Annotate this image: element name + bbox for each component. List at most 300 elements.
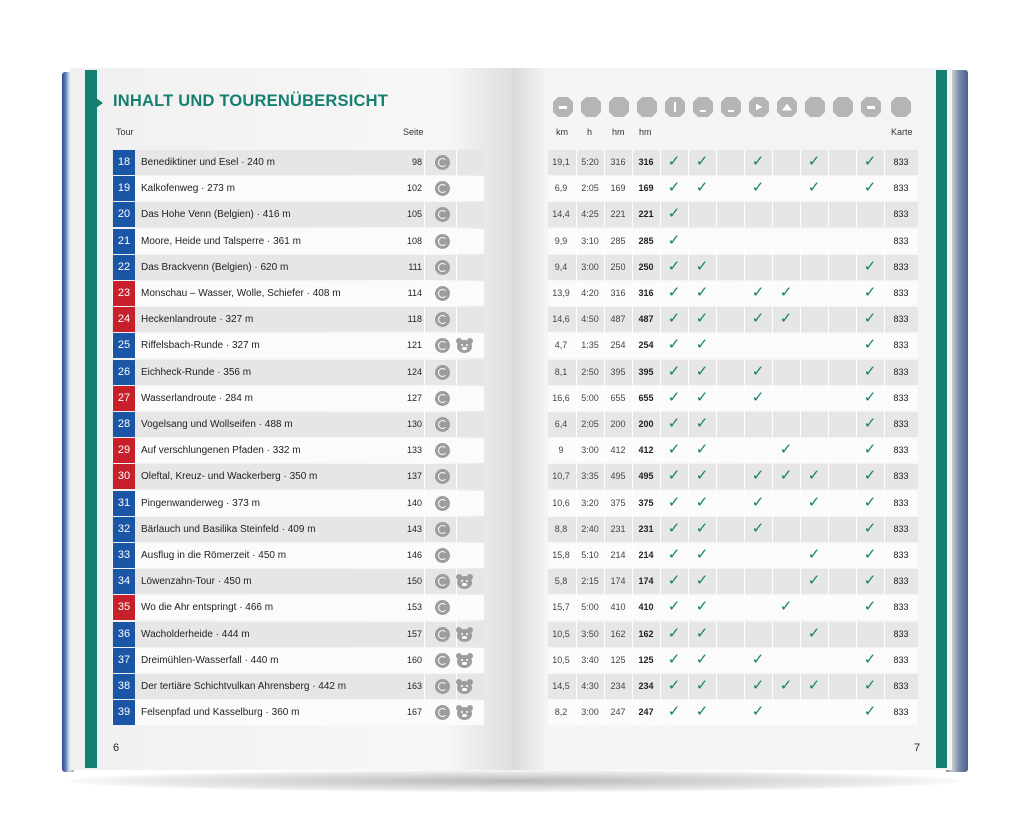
tour-hm2: 214 xyxy=(638,550,654,560)
tour-name: Heckenlandroute · 327 m xyxy=(141,314,254,326)
column-divider xyxy=(828,202,829,227)
column-divider xyxy=(456,386,457,411)
column-divider xyxy=(772,543,773,568)
gps-track-icon xyxy=(435,417,450,432)
tour-map: 833 xyxy=(893,157,909,167)
check-icon: ✓ xyxy=(863,649,877,668)
check-icon: ✓ xyxy=(807,545,821,563)
column-divider xyxy=(828,412,829,437)
check-icon: ✓ xyxy=(667,204,681,223)
column-divider xyxy=(828,255,829,280)
column-divider xyxy=(828,360,829,385)
column-divider xyxy=(688,307,689,332)
column-divider xyxy=(800,386,801,411)
tour-number: 21 xyxy=(113,229,135,254)
column-divider xyxy=(800,281,801,306)
tour-map: 833 xyxy=(893,681,909,691)
tour-km: 10,5 xyxy=(552,628,570,639)
column-divider xyxy=(456,202,457,227)
column-divider xyxy=(744,543,745,568)
tour-hm2: 247 xyxy=(638,707,654,718)
column-divider xyxy=(456,281,457,306)
tour-km: 10,5 xyxy=(552,654,570,665)
tour-page: 150 xyxy=(406,576,422,587)
blank-icon xyxy=(637,97,657,117)
tour-number: 26 xyxy=(113,360,135,385)
tour-hm1: 247 xyxy=(610,707,626,718)
tour-map: 833 xyxy=(893,497,909,508)
tour-number: 24 xyxy=(113,307,135,332)
tour-map: 833 xyxy=(893,392,909,403)
column-divider xyxy=(800,202,801,227)
column-divider xyxy=(828,464,829,489)
tour-hm2: 125 xyxy=(638,654,654,665)
tour-km: 6,4 xyxy=(554,419,568,429)
check-icon: ✓ xyxy=(667,518,681,537)
column-divider xyxy=(828,150,829,175)
column-divider xyxy=(424,438,425,463)
column-divider xyxy=(660,700,661,725)
tour-map: 833 xyxy=(893,523,909,534)
column-divider xyxy=(424,360,425,385)
tour-number: 33 xyxy=(113,543,135,568)
book-shadow xyxy=(70,770,960,792)
check-icon: ✓ xyxy=(695,256,709,275)
column-divider xyxy=(828,386,829,411)
column-divider xyxy=(716,307,717,332)
tour-map: 833 xyxy=(893,550,909,560)
column-divider xyxy=(856,176,857,201)
tour-number: 18 xyxy=(113,150,135,175)
column-divider xyxy=(772,150,773,175)
check-icon: ✓ xyxy=(667,492,681,511)
tour-hm1: 254 xyxy=(610,340,626,351)
column-divider xyxy=(660,176,661,201)
tour-page: 143 xyxy=(406,523,422,534)
column-divider xyxy=(744,176,745,201)
check-icon: ✓ xyxy=(667,571,681,590)
tour-km: 9 xyxy=(558,445,564,456)
column-divider xyxy=(772,517,773,542)
column-divider xyxy=(456,255,457,280)
tour-km: 9,4 xyxy=(554,261,568,272)
tour-page: 140 xyxy=(406,497,422,508)
column-divider xyxy=(856,150,857,175)
check-icon: ✓ xyxy=(695,597,709,616)
check-icon: ✓ xyxy=(667,597,681,616)
column-divider xyxy=(856,333,857,358)
check-icon: ✓ xyxy=(667,414,681,432)
column-divider xyxy=(828,438,829,463)
column-divider xyxy=(828,595,829,620)
column-divider xyxy=(716,648,717,673)
check-icon: ✓ xyxy=(751,702,765,721)
blank-icon xyxy=(609,97,629,117)
column-divider xyxy=(744,595,745,620)
tour-km: 15,7 xyxy=(552,602,570,613)
column-divider xyxy=(800,648,801,673)
tour-number: 39 xyxy=(113,700,135,725)
tour-number: 20 xyxy=(113,202,135,227)
tour-name: Oleftal, Kreuz- und Wackerberg · 350 m xyxy=(141,471,318,483)
tour-name: Moore, Heide und Talsperre · 361 m xyxy=(141,235,301,247)
check-icon: ✓ xyxy=(863,152,877,170)
column-divider xyxy=(772,412,773,437)
tour-km: 8,1 xyxy=(554,366,568,377)
column-divider xyxy=(744,150,745,175)
column-divider xyxy=(424,202,425,227)
check-icon: ✓ xyxy=(779,466,793,485)
check-icon: ✓ xyxy=(807,492,821,511)
column-divider xyxy=(660,438,661,463)
column-divider xyxy=(744,491,745,516)
column-divider xyxy=(688,360,689,385)
column-divider xyxy=(456,491,457,516)
tour-hm1: 221 xyxy=(610,209,626,220)
check-icon: ✓ xyxy=(667,152,681,170)
column-divider xyxy=(828,648,829,673)
column-divider xyxy=(424,281,425,306)
column-divider xyxy=(716,464,717,489)
check-icon: ✓ xyxy=(695,309,709,328)
tour-map: 833 xyxy=(893,654,909,665)
column-divider xyxy=(828,176,829,201)
column-divider xyxy=(828,281,829,306)
tour-h: 5:00 xyxy=(581,392,599,403)
column-divider xyxy=(688,438,689,463)
family-bear-icon xyxy=(456,574,473,589)
tour-hm1: 174 xyxy=(610,576,626,587)
column-divider xyxy=(800,412,801,437)
check-icon: ✓ xyxy=(667,309,681,328)
tour-hm2: 495 xyxy=(638,471,654,482)
tour-hm1: 231 xyxy=(610,523,626,534)
family-bear-icon xyxy=(456,653,473,668)
column-divider xyxy=(424,176,425,201)
column-divider xyxy=(800,517,801,542)
check-icon: ✓ xyxy=(863,440,877,459)
tour-number: 36 xyxy=(113,622,135,647)
column-divider xyxy=(660,386,661,411)
column-divider xyxy=(856,360,857,385)
check-icon: ✓ xyxy=(863,335,877,354)
column-divider xyxy=(772,386,773,411)
column-divider xyxy=(424,229,425,254)
column-divider xyxy=(800,674,801,699)
check-icon: ✓ xyxy=(751,676,765,694)
tour-name: Riffelsbach-Runde · 327 m xyxy=(141,340,260,352)
tour-hm2: 231 xyxy=(638,523,654,534)
tour-hm1: 285 xyxy=(610,235,626,246)
tour-page: 121 xyxy=(406,340,422,351)
check-icon: ✓ xyxy=(863,283,877,301)
column-divider xyxy=(800,176,801,201)
column-divider xyxy=(688,700,689,725)
column-divider xyxy=(800,333,801,358)
column-divider xyxy=(772,281,773,306)
column-divider xyxy=(660,255,661,280)
check-icon: ✓ xyxy=(695,518,709,537)
underscore-icon xyxy=(721,97,741,117)
tour-number: 30 xyxy=(113,464,135,489)
column-divider xyxy=(716,595,717,620)
column-divider xyxy=(688,595,689,620)
column-divider xyxy=(660,648,661,673)
column-divider xyxy=(800,491,801,516)
check-icon: ✓ xyxy=(667,649,681,668)
header-karte: Karte xyxy=(891,127,913,137)
check-icon: ✓ xyxy=(863,361,877,380)
column-divider xyxy=(660,569,661,594)
tour-hm1: 495 xyxy=(610,471,626,482)
check-icon: ✓ xyxy=(695,545,709,563)
tour-map: 833 xyxy=(893,602,909,613)
column-divider xyxy=(660,517,661,542)
column-divider xyxy=(828,229,829,254)
column-divider xyxy=(800,543,801,568)
tour-hm1: 316 xyxy=(610,157,626,167)
column-divider xyxy=(660,543,661,568)
page-title: INHALT UND TOURENÜBERSICHT xyxy=(113,92,389,110)
column-divider xyxy=(424,333,425,358)
column-divider xyxy=(744,229,745,254)
tour-h: 5:20 xyxy=(581,157,599,167)
column-divider xyxy=(660,595,661,620)
tour-page: 153 xyxy=(406,602,422,613)
family-bear-icon xyxy=(456,338,473,353)
check-icon: ✓ xyxy=(779,676,793,694)
bear-nose xyxy=(462,662,467,665)
column-divider xyxy=(744,464,745,489)
tour-number: 29 xyxy=(113,438,135,463)
tour-number: 35 xyxy=(113,595,135,620)
page-number-right: 7 xyxy=(914,742,921,754)
tour-map: 833 xyxy=(893,183,909,194)
check-icon: ✓ xyxy=(695,623,709,642)
column-divider xyxy=(856,307,857,332)
tour-h: 4:30 xyxy=(581,681,599,691)
tour-number: 38 xyxy=(113,674,135,699)
column-divider xyxy=(424,622,425,647)
check-icon: ✓ xyxy=(751,387,765,406)
tour-name: Wacholderheide · 444 m xyxy=(141,628,250,640)
column-divider xyxy=(856,622,857,647)
tour-page: 146 xyxy=(406,550,422,560)
tour-h: 3:35 xyxy=(581,471,599,482)
gps-track-icon xyxy=(435,391,450,406)
column-divider xyxy=(688,674,689,699)
column-divider xyxy=(716,569,717,594)
column-divider xyxy=(800,622,801,647)
tour-hm1: 214 xyxy=(610,550,626,560)
tour-km: 6,9 xyxy=(554,183,568,194)
column-divider xyxy=(800,150,801,175)
tour-h: 2:15 xyxy=(581,576,599,587)
column-divider xyxy=(660,412,661,437)
check-icon: ✓ xyxy=(779,283,793,301)
column-divider xyxy=(456,307,457,332)
tour-hm2: 316 xyxy=(638,288,654,298)
check-icon: ✓ xyxy=(751,466,765,485)
column-divider xyxy=(856,543,857,568)
column-divider xyxy=(800,464,801,489)
tour-hm2: 412 xyxy=(638,445,654,456)
column-divider xyxy=(744,281,745,306)
column-divider xyxy=(424,674,425,699)
tour-page: 124 xyxy=(406,366,422,377)
column-divider xyxy=(856,281,857,306)
tour-map: 833 xyxy=(893,366,909,377)
column-divider xyxy=(688,255,689,280)
bear-eye xyxy=(466,633,468,635)
check-icon: ✓ xyxy=(751,152,765,170)
accent-stripe-left xyxy=(85,70,97,768)
tour-name: Löwenzahn-Tour · 450 m xyxy=(141,576,252,588)
check-icon: ✓ xyxy=(695,571,709,590)
tour-hm1: 316 xyxy=(610,288,626,298)
tour-km: 9,9 xyxy=(554,235,568,246)
column-divider xyxy=(744,648,745,673)
bear-eye xyxy=(461,633,463,635)
check-icon: ✓ xyxy=(667,702,681,721)
tour-hm1: 395 xyxy=(610,366,626,377)
header-seite: Seite xyxy=(403,127,424,137)
check-icon: ✓ xyxy=(863,466,877,485)
tour-km: 5,8 xyxy=(554,576,568,587)
tour-page: 105 xyxy=(406,209,422,220)
column-divider xyxy=(772,176,773,201)
gps-track-icon xyxy=(435,260,450,275)
check-icon: ✓ xyxy=(807,466,821,485)
tour-h: 5:10 xyxy=(581,550,599,560)
column-divider xyxy=(456,543,457,568)
column-divider xyxy=(856,464,857,489)
column-divider xyxy=(688,569,689,594)
check-icon: ✓ xyxy=(695,335,709,354)
bear-eye xyxy=(466,659,468,661)
column-divider xyxy=(424,307,425,332)
check-icon: ✓ xyxy=(863,309,877,328)
tour-h: 3:40 xyxy=(581,654,599,665)
tour-name: Kalkofenweg · 273 m xyxy=(141,183,235,195)
check-icon: ✓ xyxy=(667,545,681,563)
tour-page: 167 xyxy=(406,707,422,718)
column-divider xyxy=(744,255,745,280)
tour-km: 10,7 xyxy=(552,471,570,482)
minus-icon xyxy=(553,97,573,117)
column-divider xyxy=(772,464,773,489)
check-icon: ✓ xyxy=(695,440,709,459)
check-icon: ✓ xyxy=(863,492,877,511)
tour-hm1: 200 xyxy=(610,419,626,429)
column-divider xyxy=(828,543,829,568)
column-divider xyxy=(856,674,857,699)
column-divider xyxy=(744,333,745,358)
column-divider xyxy=(744,202,745,227)
column-divider xyxy=(688,333,689,358)
tour-name: Bärlauch und Basilika Steinfeld · 409 m xyxy=(141,523,316,535)
column-divider xyxy=(744,360,745,385)
tour-hm1: 375 xyxy=(610,497,626,508)
tour-h: 3:00 xyxy=(581,445,599,456)
column-divider xyxy=(744,386,745,411)
gps-track-icon xyxy=(435,496,450,511)
column-divider xyxy=(772,491,773,516)
tour-hm2: 254 xyxy=(638,340,654,351)
column-divider xyxy=(800,700,801,725)
tour-hm2: 234 xyxy=(638,681,654,691)
mountain-icon xyxy=(777,97,797,117)
tour-map: 833 xyxy=(893,235,909,246)
column-divider xyxy=(856,386,857,411)
gps-track-icon xyxy=(435,653,450,668)
column-divider xyxy=(716,229,717,254)
column-divider xyxy=(456,464,457,489)
check-icon: ✓ xyxy=(667,361,681,380)
check-icon: ✓ xyxy=(807,623,821,642)
check-icon: ✓ xyxy=(807,571,821,590)
tour-name: Eichheck-Runde · 356 m xyxy=(141,366,252,378)
column-divider xyxy=(772,622,773,647)
gps-track-icon xyxy=(435,522,450,537)
check-icon: ✓ xyxy=(863,597,877,616)
column-divider xyxy=(772,674,773,699)
tour-hm2: 487 xyxy=(638,314,654,325)
check-icon: ✓ xyxy=(751,492,765,511)
tour-name: Pingenwanderweg · 373 m xyxy=(141,497,260,509)
tour-name: Dreimühlen-Wasserfall · 440 m xyxy=(141,654,279,666)
tour-hm1: 162 xyxy=(610,628,626,639)
tour-hm2: 395 xyxy=(638,366,654,377)
tour-page: 130 xyxy=(406,419,422,429)
column-divider xyxy=(772,438,773,463)
column-divider xyxy=(716,700,717,725)
column-divider xyxy=(828,307,829,332)
column-divider xyxy=(744,569,745,594)
column-divider xyxy=(660,360,661,385)
tour-h: 3:10 xyxy=(581,235,599,246)
check-icon: ✓ xyxy=(695,466,709,485)
column-divider xyxy=(424,569,425,594)
column-divider xyxy=(772,255,773,280)
tour-hm2: 250 xyxy=(638,261,654,272)
tour-name: Wasserlandroute · 284 m xyxy=(141,392,253,404)
column-divider xyxy=(772,333,773,358)
tour-number: 19 xyxy=(113,176,135,201)
tour-map: 833 xyxy=(893,445,909,456)
column-divider xyxy=(716,517,717,542)
title-arrow-icon xyxy=(96,98,103,108)
column-divider xyxy=(688,202,689,227)
gps-track-icon xyxy=(435,234,450,249)
tour-number: 25 xyxy=(113,333,135,358)
tour-km: 13,9 xyxy=(552,288,570,298)
tour-km: 10,6 xyxy=(552,497,570,508)
bear-eye xyxy=(461,659,463,661)
tour-number: 32 xyxy=(113,517,135,542)
column-divider xyxy=(800,307,801,332)
check-icon: ✓ xyxy=(863,571,877,590)
check-icon: ✓ xyxy=(863,414,877,432)
tour-number: 37 xyxy=(113,648,135,673)
column-divider xyxy=(744,307,745,332)
check-icon: ✓ xyxy=(667,387,681,406)
column-divider xyxy=(456,176,457,201)
column-divider xyxy=(716,412,717,437)
column-divider xyxy=(424,150,425,175)
family-bear-icon xyxy=(456,705,473,720)
tour-hm2: 375 xyxy=(638,497,654,508)
